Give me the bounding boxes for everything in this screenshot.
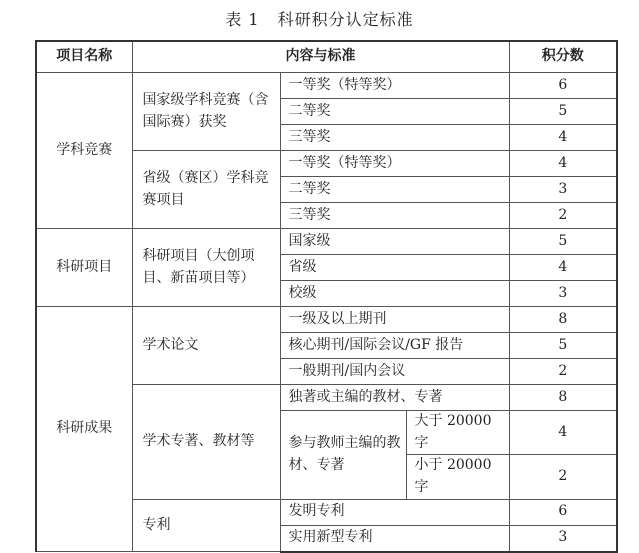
points-cell: 6 bbox=[509, 73, 617, 99]
standard-cell: 小于 20000 字 bbox=[406, 455, 509, 499]
item-provincial-competition: 省级（赛区）学科竞赛项目 bbox=[132, 151, 280, 229]
table-caption bbox=[0, 8, 639, 32]
points-cell: 4 bbox=[509, 255, 617, 281]
points-cell: 4 bbox=[509, 411, 617, 455]
category-research-project: 科研项目 bbox=[36, 229, 132, 307]
coauthor-standard-cell: 参与教师主编的教材、专著 bbox=[280, 411, 406, 500]
points-cell: 3 bbox=[509, 281, 617, 307]
points-cell: 4 bbox=[509, 151, 617, 177]
points-cell: 2 bbox=[509, 455, 617, 499]
standard-cell: 校级 bbox=[280, 281, 509, 307]
points-cell: 5 bbox=[509, 99, 617, 125]
standard-cell: 三等奖 bbox=[280, 203, 509, 229]
standard-cell: 三等奖 bbox=[280, 125, 509, 151]
table-title: 科研积分认定标准 bbox=[277, 10, 414, 29]
points-cell: 6 bbox=[509, 499, 617, 525]
header-item-name: 项目名称 bbox=[36, 41, 132, 73]
header-content-standard: 内容与标准 bbox=[132, 41, 509, 73]
standard-cell: 核心期刊/国际会议/GF 报告 bbox=[280, 333, 509, 359]
points-cell: 2 bbox=[509, 203, 617, 229]
standard-cell: 大于 20000 字 bbox=[406, 411, 509, 455]
credit-standards-table bbox=[35, 40, 618, 553]
points-cell: 2 bbox=[509, 359, 617, 385]
item-research-project: 科研项目（大创项目、新苗项目等） bbox=[132, 229, 280, 307]
points-cell: 3 bbox=[509, 177, 617, 203]
standard-cell: 二等奖 bbox=[280, 177, 509, 203]
standard-cell: 省级 bbox=[280, 255, 509, 281]
points-cell: 8 bbox=[509, 307, 617, 333]
item-patent: 专利 bbox=[132, 499, 280, 552]
points-cell: 4 bbox=[509, 125, 617, 151]
points-cell: 3 bbox=[509, 525, 617, 552]
standard-cell: 一级及以上期刊 bbox=[280, 307, 509, 333]
item-monograph-textbook: 学术专著、教材等 bbox=[132, 385, 280, 500]
category-research-results: 科研成果 bbox=[36, 307, 132, 552]
table-number: 表 1 bbox=[225, 10, 260, 29]
standard-cell: 实用新型专利 bbox=[280, 525, 509, 552]
standard-cell: 一般期刊/国内会议 bbox=[280, 359, 509, 385]
points-cell: 5 bbox=[509, 229, 617, 255]
standard-cell: 一等奖（特等奖） bbox=[280, 73, 509, 99]
standard-cell: 独著或主编的教材、专著 bbox=[280, 385, 509, 411]
category-competition: 学科竞赛 bbox=[36, 73, 132, 229]
points-cell: 5 bbox=[509, 333, 617, 359]
standard-cell: 发明专利 bbox=[280, 499, 509, 525]
header-points: 积分数 bbox=[509, 41, 617, 73]
item-national-competition: 国家级学科竞赛（含国际赛）获奖 bbox=[132, 73, 280, 151]
standard-cell: 一等奖（特等奖） bbox=[280, 151, 509, 177]
points-cell: 8 bbox=[509, 385, 617, 411]
standard-cell: 二等奖 bbox=[280, 99, 509, 125]
item-academic-paper: 学术论文 bbox=[132, 307, 280, 385]
standard-cell: 国家级 bbox=[280, 229, 509, 255]
